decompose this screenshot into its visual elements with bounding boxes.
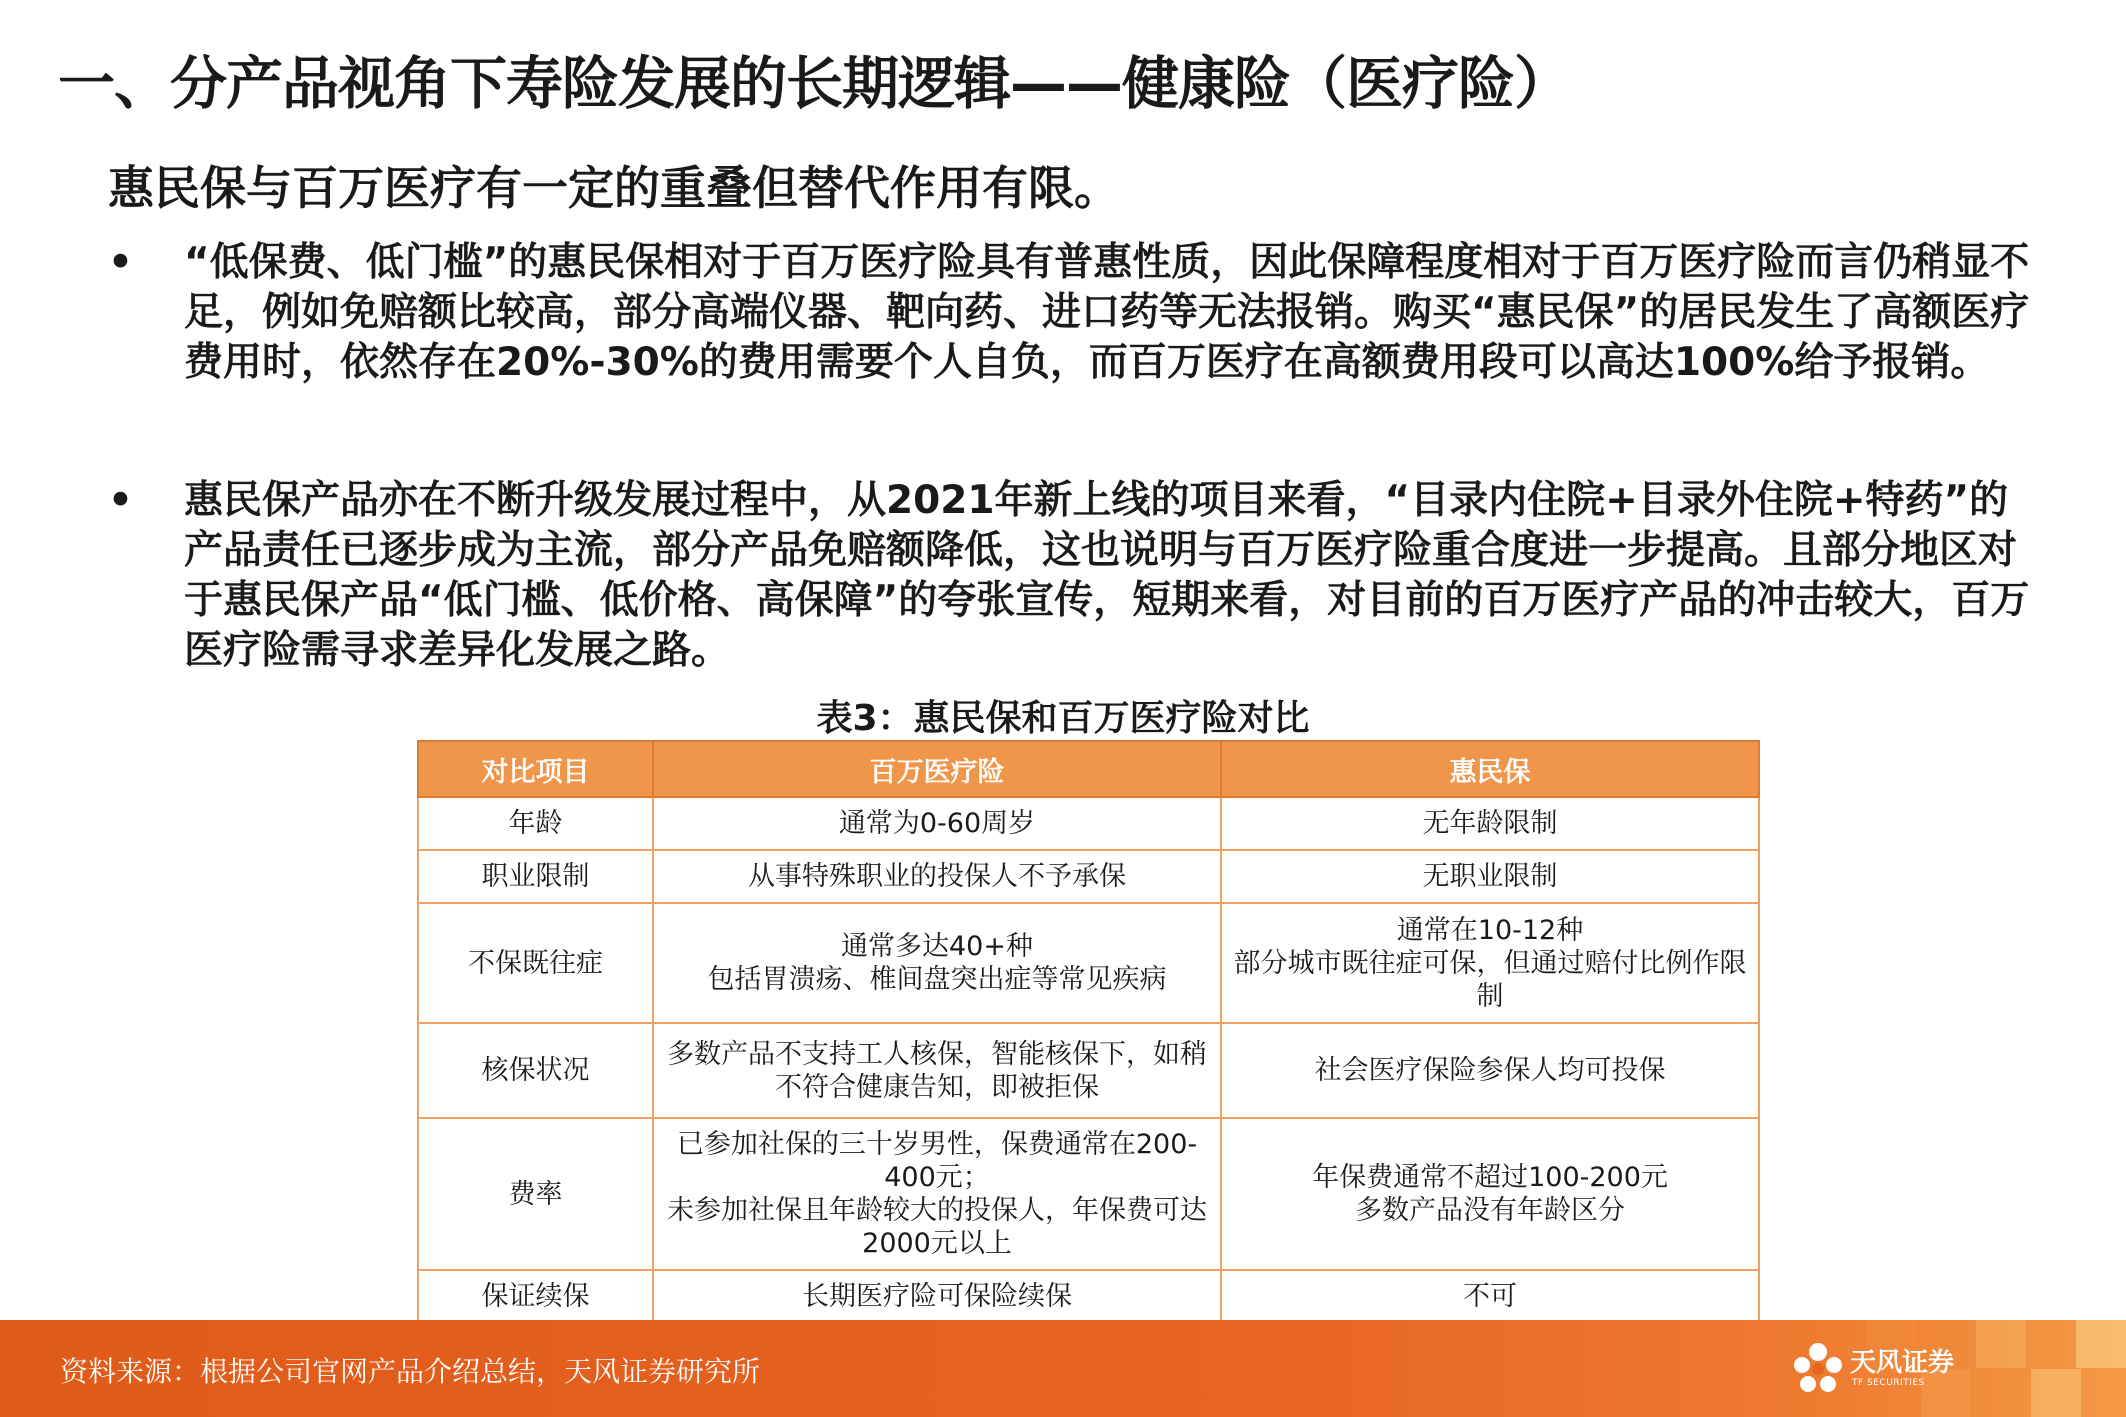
table-row xyxy=(418,797,1759,850)
logo-flower-icon xyxy=(1790,1338,1846,1400)
table-cell: 年保费通常不超过100-200元 多数产品没有年龄区分 xyxy=(1221,1118,1759,1270)
table-cell: 保证续保 xyxy=(418,1270,653,1322)
table-cell: 长期医疗险可保险续保 xyxy=(653,1270,1221,1322)
table-row xyxy=(418,1023,1759,1118)
table-header-cell: 对比项目 xyxy=(418,741,653,797)
bullet-text: “低保费、低门槛”的惠民保相对于百万医疗险具有普惠性质，因此保障程度相对于百万医疗险而言仍稍显不足，例如免赔额比较高，部分高端仪器、靶向药、进口药等无法报销。购买“惠民保”的居民发生了高额医疗费用时，依然存在20%-30%的费用需要个人自负，而百万医疗在高额费用段可以高达100%给予报销。 xyxy=(184,240,2030,385)
table-cell: 费率 xyxy=(418,1118,653,1270)
table-row xyxy=(418,903,1759,1023)
logo-subtitle: TF SECURITIES xyxy=(1852,1378,1925,1388)
table-row xyxy=(418,1118,1759,1270)
bullet-text: 惠民保产品亦在不断升级发展过程中，从2021年新上线的项目来看，“目录内住院+目录外住院+特药”的产品责任已逐步成为主流，部分产品免赔额降低，这也说明与百万医疗险重合度进一步提高。且部分地区对于惠民保产品“低门槛、低价格、高保障”的夸张宣传，短期来看，对目前的百万医疗产品的冲击较大，百万医疗险需寻求差异化发展之路。 xyxy=(184,478,2030,673)
source-note: 资料来源：根据公司官网产品介绍总结，天风证券研究所 xyxy=(60,1355,761,1388)
table-cell: 通常在10-12种 部分城市既往症可保，但通过赔付比例作限制 xyxy=(1221,903,1759,1023)
logo-name: 天风证券 xyxy=(1850,1348,1955,1378)
bullet-item xyxy=(108,238,2038,388)
footer-bar xyxy=(0,1320,2126,1417)
table-cell: 不保既往症 xyxy=(418,903,653,1023)
page-subtitle: 惠民保与百万医疗有一定的重叠但替代作用有限。 xyxy=(108,161,1120,215)
table-cell: 无年龄限制 xyxy=(1221,797,1759,850)
table-cell: 无职业限制 xyxy=(1221,850,1759,903)
bullet-item xyxy=(108,476,2038,676)
table-cell: 社会医疗保险参保人均可投保 xyxy=(1221,1023,1759,1118)
table-cell: 从事特殊职业的投保人不予承保 xyxy=(653,850,1221,903)
table-cell: 职业限制 xyxy=(418,850,653,903)
table-header-row xyxy=(418,741,1759,797)
table-cell: 通常多达40+种 包括胃溃疡、椎间盘突出症等常见疾病 xyxy=(653,903,1221,1023)
comparison-table xyxy=(417,740,1760,1323)
company-logo xyxy=(1790,1334,2000,1404)
table-cell: 年龄 xyxy=(418,797,653,850)
table-cell: 已参加社保的三十岁男性，保费通常在200-400元； 未参加社保且年龄较大的投保人，年保费可达2000元以上 xyxy=(653,1118,1221,1270)
table-row xyxy=(418,850,1759,903)
bullet-marker: • xyxy=(108,478,133,523)
table-header-cell: 惠民保 xyxy=(1221,741,1759,797)
table-header-cell: 百万医疗险 xyxy=(653,741,1221,797)
table-cell: 多数产品不支持工人核保，智能核保下，如稍不符合健康告知，即被拒保 xyxy=(653,1023,1221,1118)
page-title: 一、分产品视角下寿险发展的长期逻辑——健康险（医疗险） xyxy=(58,51,1570,117)
bullet-marker: • xyxy=(108,240,133,285)
table-cell: 通常为0-60周岁 xyxy=(653,797,1221,850)
table-cell: 核保状况 xyxy=(418,1023,653,1118)
table-caption: 表3：惠民保和百万医疗险对比 xyxy=(816,698,1310,739)
table-cell: 不可 xyxy=(1221,1270,1759,1322)
table-row xyxy=(418,1270,1759,1322)
